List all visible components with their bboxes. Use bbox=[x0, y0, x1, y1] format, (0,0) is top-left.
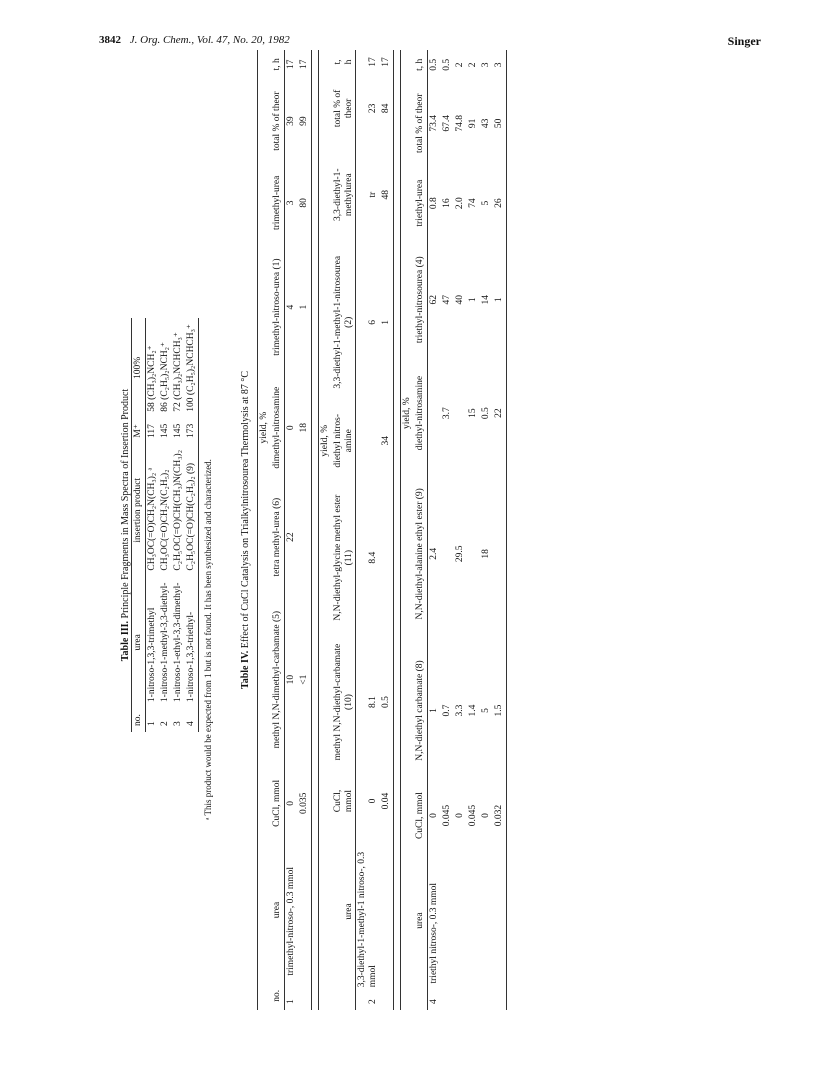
empty-cell bbox=[401, 642, 414, 780]
table-cell: 0.5 bbox=[480, 407, 491, 420]
table-cell: 18 bbox=[480, 549, 491, 559]
table-cell: 4 bbox=[429, 999, 440, 1004]
table-cell bbox=[441, 990, 454, 1011]
empty-cell bbox=[401, 50, 414, 80]
table-cell-no: 4 bbox=[185, 721, 196, 726]
table-cell-urea: 1-nitroso-1-ethyl-3,3-dimethyl- bbox=[172, 582, 183, 703]
table-cell-m: 173 bbox=[185, 423, 196, 438]
table-cell-m: 145 bbox=[172, 423, 183, 438]
table-cell bbox=[441, 852, 454, 990]
table-cell: 43 bbox=[480, 118, 491, 129]
table-cell: 0.5 bbox=[381, 696, 392, 708]
table-cell-m: 145 bbox=[159, 423, 170, 438]
author-name: Singer bbox=[727, 34, 761, 48]
table-cell: 39 bbox=[285, 116, 296, 126]
empty-cell bbox=[318, 772, 331, 829]
column-header: triethyl-urea bbox=[415, 179, 426, 227]
empty-cell bbox=[318, 993, 331, 1010]
table-cell bbox=[493, 990, 506, 1011]
table-cell: 5 bbox=[480, 708, 491, 713]
column-header: N,N-diethyl carbamate (8) bbox=[415, 660, 426, 761]
yield-label: yield, % bbox=[402, 397, 413, 429]
table-cell: 0 bbox=[480, 813, 491, 818]
column-header: t, h bbox=[271, 58, 282, 71]
table-cell bbox=[298, 982, 311, 1010]
empty-cell bbox=[318, 830, 331, 994]
yield-group-row bbox=[401, 50, 414, 1010]
empty-cell bbox=[258, 79, 271, 164]
table-cell: 91 bbox=[467, 118, 478, 129]
table-cell: 15 bbox=[467, 408, 478, 418]
table-cell: 74 bbox=[467, 198, 478, 208]
table-cell: 17 bbox=[298, 59, 309, 70]
journal-citation: J. Org. Chem., Vol. 47, No. 20, 1982 bbox=[129, 34, 290, 46]
table-cell: 29.5 bbox=[454, 545, 465, 563]
table-cell-no: 1 bbox=[146, 721, 157, 726]
table-iv-caption: Table IV. Effect of CuCl Catalysis on Trialkylnitrosourea Thermolysis at 87 °C bbox=[240, 370, 251, 690]
table-cell-product: C₂H₅OC(=O)CH(C₂H₅)₂ (9) bbox=[185, 462, 196, 571]
table-cell: 0.04 bbox=[381, 792, 392, 810]
table-cell: 67.4 bbox=[441, 115, 452, 132]
table-cell bbox=[454, 990, 467, 1011]
table-cell bbox=[493, 852, 506, 990]
table-cell: 3.3 bbox=[454, 704, 465, 717]
table-cell bbox=[480, 990, 493, 1011]
table-cell: tr bbox=[368, 191, 379, 198]
empty-cell bbox=[258, 483, 271, 591]
table-cell: 0 bbox=[285, 425, 296, 431]
table-cell-no: 3 bbox=[172, 721, 183, 726]
table-cell-base: 58 (CH₃)₂NCH₂⁺ bbox=[146, 345, 157, 412]
table-cell: 2 bbox=[467, 62, 478, 68]
empty-cell bbox=[318, 247, 331, 398]
table-cell: 1 bbox=[493, 297, 504, 303]
table-cell: 0 bbox=[368, 798, 379, 804]
header-row bbox=[414, 50, 427, 1010]
table-cell: trimethyl-nitroso-, 0.3 mmol bbox=[285, 866, 296, 976]
rotated-tables bbox=[120, 50, 710, 1010]
table-cell: 34 bbox=[381, 436, 392, 446]
column-header: diethyl-nitrosamine bbox=[415, 375, 426, 451]
empty-cell bbox=[401, 167, 414, 239]
table-cell: 16 bbox=[441, 198, 452, 208]
header-row bbox=[271, 50, 284, 1010]
empty-cell bbox=[401, 990, 414, 1011]
column-header: total % of theor bbox=[271, 91, 282, 151]
column-header: CuCl, mmol bbox=[271, 779, 282, 827]
table-cell bbox=[380, 830, 393, 994]
yield-group-row bbox=[258, 50, 271, 1010]
column-header: t, h bbox=[415, 58, 426, 71]
column-header: 3,3-diethyl-1-methyl-1-nitrosourea (2) bbox=[332, 255, 354, 389]
table-cell: 0 bbox=[454, 813, 465, 818]
table-cell: 48 bbox=[381, 189, 392, 200]
table-cell: 0.045 bbox=[441, 804, 452, 827]
table-cell-urea: 1-nitroso-1-methyl-3,3-diethyl- bbox=[159, 582, 170, 703]
table-cell: 0.035 bbox=[298, 792, 309, 815]
table-iii bbox=[120, 60, 213, 990]
table-row bbox=[145, 318, 158, 732]
yield-label: yield, % bbox=[319, 424, 330, 457]
empty-cell bbox=[258, 838, 271, 981]
column-header: triethyl-nitrosourea (4) bbox=[415, 256, 426, 344]
table-cell: 2.0 bbox=[454, 197, 465, 210]
table-cell: 14 bbox=[480, 294, 491, 305]
table-cell: 10 bbox=[285, 674, 296, 685]
table-cell bbox=[493, 466, 506, 642]
table-cell: 2 bbox=[368, 999, 379, 1004]
table-row bbox=[356, 50, 380, 1010]
column-header: CuCl, mmol bbox=[332, 789, 354, 813]
table-cell: 0.5 bbox=[441, 58, 452, 71]
table-cell: 8.4 bbox=[368, 551, 379, 564]
empty-cell bbox=[258, 768, 271, 838]
table-cell: 22 bbox=[493, 408, 504, 418]
column-header: 3,3-diethyl-1-methylurea bbox=[332, 168, 354, 221]
table-iii-caption: Table III. Principle Fragments in Mass Spectra of Insertion Product bbox=[120, 388, 131, 662]
table-cell bbox=[298, 838, 311, 981]
table-cell bbox=[454, 852, 467, 990]
column-header: N,N-diethyl-glycine methyl ester (11) bbox=[332, 494, 354, 621]
table-cell: 1.5 bbox=[493, 704, 504, 717]
empty-cell bbox=[258, 591, 271, 768]
table-cell bbox=[380, 484, 393, 632]
table-cell bbox=[467, 852, 480, 990]
column-header: methyl N,N-dimethyl-carbamate (5) bbox=[271, 610, 282, 749]
table-row bbox=[284, 50, 297, 1010]
table-cell bbox=[467, 466, 480, 642]
table-cell: 84 bbox=[381, 103, 392, 114]
table-cell: 18 bbox=[298, 422, 309, 433]
table-cell: 0 bbox=[285, 800, 296, 806]
column-header: t, h bbox=[332, 59, 354, 65]
table-cell: 3 bbox=[480, 62, 491, 68]
table-row bbox=[298, 50, 311, 1010]
table-cell: 73.4 bbox=[429, 115, 440, 132]
table-cell: 3,3-diethyl-1-methyl-1 nitroso-, 0.3 mmol bbox=[357, 851, 379, 988]
column-header: no. bbox=[271, 989, 282, 1002]
table-cell-product: CH₃OC(=O)CH₂N(C₂H₅)₂ bbox=[159, 469, 170, 571]
table-cell: 8.1 bbox=[368, 696, 379, 708]
table-row bbox=[172, 318, 185, 732]
table-cell-base: 100 (C₂H₅)₂NCHCH₃⁺ bbox=[185, 324, 196, 412]
table-cell bbox=[454, 360, 467, 466]
page-number: 3842 bbox=[99, 34, 121, 46]
table-cell-urea: 1-nitroso-1,3,3-trimethyl bbox=[146, 607, 157, 703]
table-cell: 1.4 bbox=[467, 704, 478, 717]
table-cell: 1 bbox=[429, 708, 440, 713]
empty-cell bbox=[401, 466, 414, 642]
table-row bbox=[467, 50, 480, 1010]
table-cell: 5 bbox=[480, 200, 491, 206]
table-cell bbox=[467, 990, 480, 1011]
table-cell: 0.7 bbox=[441, 704, 452, 717]
table-cell: 1 bbox=[298, 304, 309, 310]
table-cell-base: 72 (CH₃)₂NCHCH₃⁺ bbox=[172, 332, 183, 412]
table-cell bbox=[380, 993, 393, 1010]
empty-cell bbox=[318, 484, 331, 632]
table-cell: 80 bbox=[298, 198, 309, 208]
table-cell: 1 bbox=[285, 999, 296, 1004]
table-cell: 47 bbox=[441, 294, 452, 305]
table-cell: 0.5 bbox=[429, 58, 440, 71]
empty-cell bbox=[318, 143, 331, 247]
table-cell: 62 bbox=[429, 294, 440, 305]
table-cell bbox=[441, 466, 454, 642]
table-cell: 17 bbox=[285, 59, 296, 70]
empty-cell bbox=[258, 982, 271, 1010]
empty-cell bbox=[318, 632, 331, 773]
table-row bbox=[185, 318, 198, 732]
table-cell: 23 bbox=[368, 103, 379, 114]
table-cell-m: 117 bbox=[146, 424, 157, 438]
table-cell bbox=[428, 360, 441, 466]
column-header: CuCl, mmol bbox=[415, 792, 426, 840]
table-cell-no: 2 bbox=[159, 721, 170, 726]
table-row bbox=[428, 50, 441, 1010]
table-iv-section-3 bbox=[400, 50, 506, 1010]
table-row bbox=[480, 50, 493, 1010]
table-cell-product: C₂H₅OC(=O)CH(CH₃)N(CH₃)₂ bbox=[172, 449, 183, 571]
table-cell: 2.4 bbox=[429, 547, 440, 560]
empty-cell bbox=[401, 779, 414, 851]
column-header: N,N-diethyl-alanine ethyl ester (9) bbox=[415, 488, 426, 620]
column-header: total % of theor bbox=[332, 89, 354, 128]
yield-group-row bbox=[318, 50, 331, 1010]
column-header: tetra methyl-urea (6) bbox=[271, 497, 282, 577]
empty-cell bbox=[258, 242, 271, 372]
table-cell: 0.032 bbox=[493, 804, 504, 827]
empty-cell bbox=[258, 163, 271, 242]
table-iv-section-1 bbox=[257, 50, 312, 1010]
table-cell: 6 bbox=[368, 319, 379, 325]
column-header bbox=[414, 990, 427, 1011]
table-cell: 26 bbox=[493, 198, 504, 208]
table-cell: 17 bbox=[368, 57, 379, 67]
column-header: urea bbox=[271, 901, 282, 919]
table-cell: 99 bbox=[298, 116, 309, 126]
table-row bbox=[441, 50, 454, 1010]
table-cell: 4 bbox=[285, 304, 296, 310]
empty-cell bbox=[318, 74, 331, 143]
table-row bbox=[380, 50, 393, 1010]
table-cell: 3 bbox=[493, 62, 504, 68]
table-iii-footnote: ᵃ This product would be expected from 1 but is not found. It has been synthesized and characterized. bbox=[202, 459, 213, 820]
table-cell: 17 bbox=[381, 57, 392, 67]
table-cell: 40 bbox=[454, 294, 465, 305]
column-header: urea bbox=[343, 903, 354, 920]
column-header: trimethyl-nitroso-urea (1) bbox=[271, 258, 282, 356]
column-header: methyl N,N-diethyl-carbamate (10) bbox=[332, 643, 354, 761]
table-row bbox=[159, 318, 172, 732]
header-row bbox=[332, 50, 356, 1010]
table-cell: 3.7 bbox=[441, 407, 452, 420]
column-header: diethyl nitros-amine bbox=[332, 413, 354, 468]
table-cell: 0.8 bbox=[429, 197, 440, 210]
table-cell-base: 86 (C₂H₅)₂NCH₂⁺ bbox=[159, 341, 170, 412]
table-cell bbox=[298, 483, 311, 591]
running-header bbox=[99, 34, 290, 46]
table-cell: 0.045 bbox=[467, 804, 478, 827]
table-iii-grid: no. urea insertion product M⁺ 100% 1 1-nitroso-1,3,3-trimethyl CH₃OC(=O)CH₂N(CH₃)₂ ᵃ 117 58 (CH₃)₂NCH₂⁺ 2 1-nitroso-1-methyl-3,3-diethyl- CH₃OC(=O)CH₂N(C₂H₅)₂ 145 86 (C₂H₅)₂NCH₂⁺ 3 1-nitroso-1-ethyl-3,3-dimethyl- C₂H₅OC(=O)CH(CH₃)N(CH₃)₂ 145 72 (CH₃)₂NCHCH₃⁺ 4 1-nitroso-1,3,3-triethyl- C₂H₅OC(=O)CH(C₂H₅)₂ (9) 173 100 (C₂H₅)₂NCHCH₃⁺ bbox=[131, 318, 199, 732]
table-cell: 74.8 bbox=[454, 115, 465, 132]
table-cell: 50 bbox=[493, 118, 504, 129]
table-cell: 2 bbox=[454, 62, 465, 68]
yield-label: yield, % bbox=[259, 411, 269, 444]
empty-cell bbox=[318, 50, 331, 74]
table-cell bbox=[480, 852, 493, 990]
table-cell-urea: 1-nitroso-1,3,3-triethyl- bbox=[185, 611, 196, 703]
column-header: urea bbox=[415, 912, 426, 929]
table-cell bbox=[356, 398, 380, 484]
empty-cell bbox=[401, 852, 414, 990]
table-row bbox=[454, 50, 467, 1010]
table-row bbox=[493, 50, 506, 1010]
table-cell: 0 bbox=[429, 813, 440, 818]
table-cell: 1 bbox=[381, 319, 392, 325]
table-iv-section-2 bbox=[318, 50, 395, 1010]
empty-cell bbox=[401, 239, 414, 360]
column-header: trimethyl-urea bbox=[271, 175, 282, 230]
column-header: total % of theor bbox=[415, 93, 426, 153]
column-header: dimethyl-nitrosamine bbox=[271, 386, 282, 469]
table-cell: 1 bbox=[467, 297, 478, 303]
table-cell: triethyl nitroso-, 0.3 mmol bbox=[429, 882, 440, 984]
table-cell: <1 bbox=[298, 674, 309, 685]
table-cell: 3 bbox=[285, 200, 296, 206]
table-cell: 22 bbox=[285, 532, 296, 542]
table-iv bbox=[240, 50, 507, 1010]
column-header bbox=[332, 993, 356, 1010]
empty-cell bbox=[401, 80, 414, 167]
table-cell-product: CH₃OC(=O)CH₂N(CH₃)₂ ᵃ bbox=[146, 467, 157, 571]
empty-cell bbox=[258, 50, 271, 79]
